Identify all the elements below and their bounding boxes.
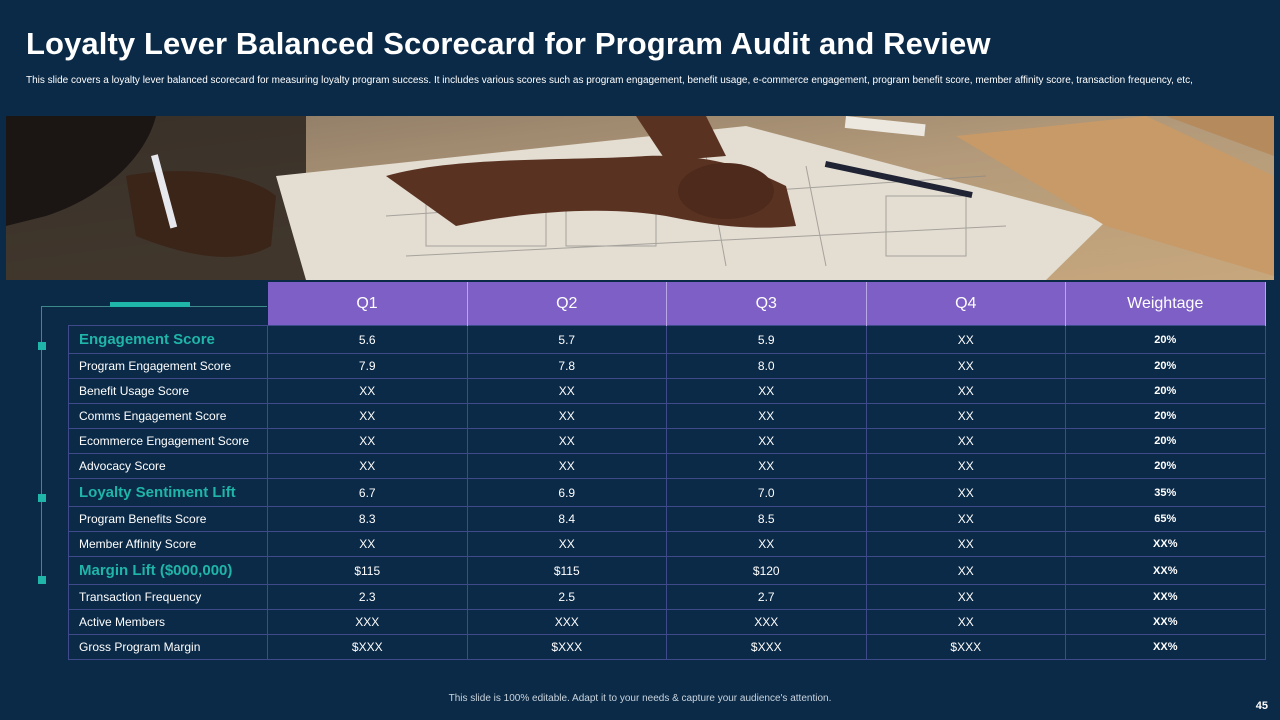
q1-cell: 7.9 (268, 354, 468, 379)
q3-cell: XXX (667, 610, 867, 635)
q1-cell: XX (268, 454, 468, 479)
weightage-cell: XX% (1066, 532, 1266, 557)
slide-subtitle: This slide covers a loyalty lever balanced scorecard for measuring loyalty program success. It includes various scores such as program engagement, benefit usage, e-commerce engagement, program benefit score, member affinity score, transaction frequency, etc, (26, 75, 1193, 86)
column-header-q4: Q4 (866, 282, 1066, 326)
table-row (69, 454, 1266, 479)
row-label: Ecommerce Engagement Score (69, 429, 268, 454)
column-header-q3: Q3 (667, 282, 867, 326)
q2-cell: XX (467, 379, 667, 404)
row-label: Comms Engagement Score (69, 404, 268, 429)
row-label: Engagement Score (69, 326, 268, 354)
q4-cell: XX (866, 610, 1066, 635)
q4-cell: XX (866, 557, 1066, 585)
table-row (69, 585, 1266, 610)
q2-cell: 8.4 (467, 507, 667, 532)
header-photo (6, 116, 1274, 280)
table-header-row (69, 282, 1266, 326)
q2-cell: 7.8 (467, 354, 667, 379)
weightage-cell: 20% (1066, 404, 1266, 429)
q4-cell: XX (866, 532, 1066, 557)
footer-note: This slide is 100% editable. Adapt it to your needs & capture your audience's attention. (448, 693, 832, 704)
row-label: Transaction Frequency (69, 585, 268, 610)
q3-cell: 2.7 (667, 585, 867, 610)
q2-cell: 2.5 (467, 585, 667, 610)
table-row (69, 635, 1266, 660)
weightage-cell: 65% (1066, 507, 1266, 532)
section-bullet (38, 494, 46, 502)
column-header-q1: Q1 (268, 282, 468, 326)
column-header-weightage: Weightage (1066, 282, 1266, 326)
table-row (69, 610, 1266, 635)
weightage-cell: 35% (1066, 479, 1266, 507)
table-row (69, 404, 1266, 429)
q2-cell: $115 (467, 557, 667, 585)
q3-cell: 5.9 (667, 326, 867, 354)
section-row (69, 479, 1266, 507)
q4-cell: XX (866, 454, 1066, 479)
scorecard-table (68, 282, 1266, 660)
q2-cell: XX (467, 532, 667, 557)
q3-cell: XX (667, 429, 867, 454)
page-number: 45 (1255, 700, 1268, 712)
row-label: Active Members (69, 610, 268, 635)
q2-cell: 6.9 (467, 479, 667, 507)
section-bullet (38, 576, 46, 584)
row-label: Gross Program Margin (69, 635, 268, 660)
q3-cell: XX (667, 454, 867, 479)
q1-cell: 2.3 (268, 585, 468, 610)
table-row (69, 532, 1266, 557)
section-row (69, 326, 1266, 354)
q1-cell: $115 (268, 557, 468, 585)
q4-cell: XX (866, 429, 1066, 454)
q4-cell: XX (866, 354, 1066, 379)
q1-cell: XX (268, 429, 468, 454)
weightage-cell: 20% (1066, 354, 1266, 379)
table-row (69, 429, 1266, 454)
table-row (69, 507, 1266, 532)
row-label: Program Benefits Score (69, 507, 268, 532)
weightage-cell: 20% (1066, 326, 1266, 354)
q1-cell: XX (268, 379, 468, 404)
q4-cell: XX (866, 507, 1066, 532)
row-label: Loyalty Sentiment Lift (69, 479, 268, 507)
slide-title: Loyalty Lever Balanced Scorecard for Program Audit and Review (26, 26, 991, 61)
row-label: Member Affinity Score (69, 532, 268, 557)
table-row (69, 354, 1266, 379)
q3-cell: $120 (667, 557, 867, 585)
q2-cell: XX (467, 404, 667, 429)
q2-cell: 5.7 (467, 326, 667, 354)
weightage-cell: 20% (1066, 429, 1266, 454)
q3-cell: XX (667, 532, 867, 557)
row-label: Advocacy Score (69, 454, 268, 479)
weightage-cell: XX% (1066, 585, 1266, 610)
q4-cell: $XXX (866, 635, 1066, 660)
q2-cell: XX (467, 429, 667, 454)
q1-cell: 8.3 (268, 507, 468, 532)
q3-cell: XX (667, 404, 867, 429)
section-row (69, 557, 1266, 585)
q3-cell: 8.5 (667, 507, 867, 532)
q1-cell: XXX (268, 610, 468, 635)
row-label: Program Engagement Score (69, 354, 268, 379)
weightage-cell: XX% (1066, 635, 1266, 660)
column-header-q2: Q2 (467, 282, 667, 326)
row-label: Benefit Usage Score (69, 379, 268, 404)
q2-cell: XXX (467, 610, 667, 635)
weightage-cell: XX% (1066, 557, 1266, 585)
q2-cell: $XXX (467, 635, 667, 660)
table-row (69, 379, 1266, 404)
q1-cell: 5.6 (268, 326, 468, 354)
q1-cell: 6.7 (268, 479, 468, 507)
q1-cell: XX (268, 404, 468, 429)
q3-cell: $XXX (667, 635, 867, 660)
row-label: Margin Lift ($000,000) (69, 557, 268, 585)
q4-cell: XX (866, 585, 1066, 610)
q4-cell: XX (866, 479, 1066, 507)
q1-cell: $XXX (268, 635, 468, 660)
q3-cell: XX (667, 379, 867, 404)
q4-cell: XX (866, 326, 1066, 354)
q1-cell: XX (268, 532, 468, 557)
section-bullet (38, 342, 46, 350)
q3-cell: 8.0 (667, 354, 867, 379)
weightage-cell: 20% (1066, 454, 1266, 479)
table-corner-cell (69, 282, 268, 326)
q4-cell: XX (866, 404, 1066, 429)
weightage-cell: 20% (1066, 379, 1266, 404)
q2-cell: XX (467, 454, 667, 479)
q4-cell: XX (866, 379, 1066, 404)
q3-cell: 7.0 (667, 479, 867, 507)
weightage-cell: XX% (1066, 610, 1266, 635)
